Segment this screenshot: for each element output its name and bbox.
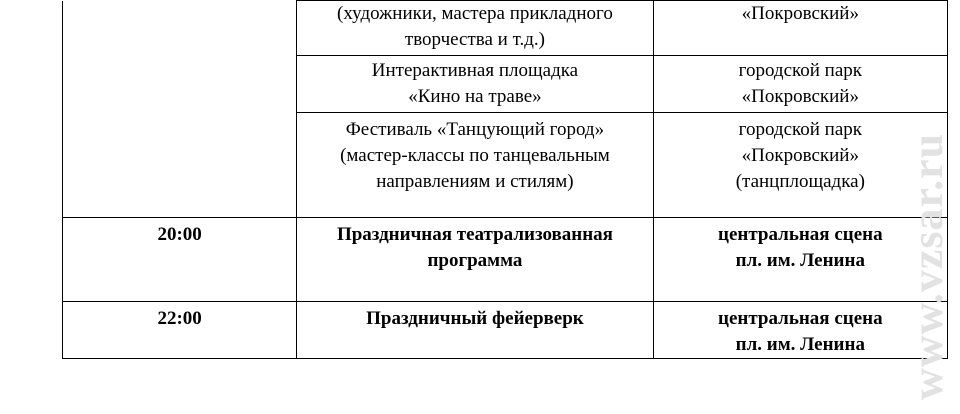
event-cell bbox=[297, 218, 653, 302]
place-cell bbox=[653, 1, 947, 56]
event-text: Праздничный фейерверк bbox=[366, 308, 584, 329]
place-cell bbox=[653, 56, 947, 113]
event-text: (мастер-классы по танцевальным bbox=[340, 145, 610, 166]
place-text: городской парк bbox=[738, 119, 863, 140]
event-text: творчества и т.д.) bbox=[404, 29, 545, 50]
time-cell bbox=[63, 56, 297, 113]
place-text: пл. им. Ленина bbox=[735, 250, 865, 271]
time-text: 22:00 bbox=[157, 308, 202, 329]
table-row bbox=[63, 113, 948, 218]
event-text: «Кино на траве» bbox=[408, 86, 542, 107]
event-text: Фестиваль «Танцующий город» bbox=[345, 119, 605, 140]
time-cell bbox=[63, 113, 297, 218]
place-text: центральная сцена bbox=[718, 308, 883, 329]
event-text: (художники, мастера прикладного bbox=[337, 3, 613, 24]
event-cell bbox=[297, 302, 653, 359]
event-text: Праздничная театрализованная bbox=[336, 224, 613, 245]
place-text: городской парк bbox=[738, 60, 863, 81]
place-text: (танцплощадка) bbox=[735, 171, 865, 192]
event-text: программа bbox=[427, 250, 523, 271]
event-text: Интерактивная площадка bbox=[371, 60, 579, 81]
place-text: пл. им. Ленина bbox=[735, 334, 865, 355]
time-cell bbox=[63, 1, 297, 56]
table-row bbox=[63, 1, 948, 56]
watermark: www.vzsar.ru bbox=[903, 132, 952, 400]
place-text: «Покровский» bbox=[741, 3, 859, 24]
place-text: центральная сцена bbox=[718, 224, 883, 245]
time-text: 20:00 bbox=[157, 224, 202, 245]
table-row bbox=[63, 302, 948, 359]
table-row bbox=[63, 218, 948, 302]
time-cell bbox=[63, 218, 297, 302]
event-text: направлениям и стилям) bbox=[376, 171, 574, 192]
event-cell bbox=[297, 1, 653, 56]
place-text: «Покровский» bbox=[741, 145, 859, 166]
place-text: «Покровский» bbox=[741, 86, 859, 107]
table-row bbox=[63, 56, 948, 113]
time-cell bbox=[63, 302, 297, 359]
event-cell bbox=[297, 113, 653, 218]
event-cell bbox=[297, 56, 653, 113]
schedule-table bbox=[62, 0, 948, 359]
